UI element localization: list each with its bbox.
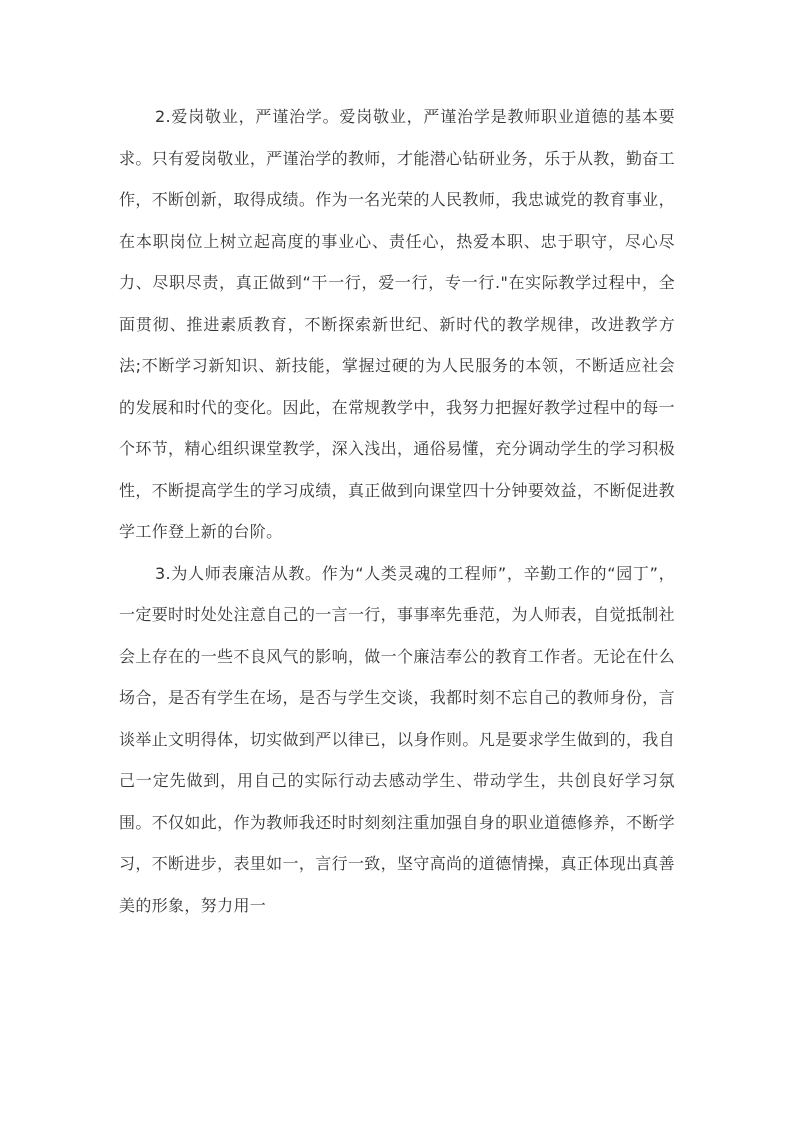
document-body xyxy=(119,96,675,926)
paragraph-2-dedication: 2.爱岗敬业，严谨治学。爱岗敬业，严谨治学是教师职业道德的基本要求。只有爱岗敬业，严谨治学的教师，才能潜心钻研业务，乐于从教，勤奋工作，不断创新，取得成绩。作为一名光荣的人民教师，我忠诚党的教育事业，在本职岗位上树立起高度的事业心、责任心，热爱本职、忠于职守，尽心尽力、尽职尽责，真正做到“干一行，爱一行，专一行."在实际教学过程中，全面贯彻、推进素质教育，不断探索新世纪、新时代的教学规律，改进教学方法;不断学习新知识、新技能，掌握过硬的为人民服务的本领，不断适应社会的发展和时代的变化。因此，在常规教学中，我努力把握好教学过程中的每一个环节，精心组织课堂教学，深入浅出，通俗易懂，充分调动学生的学习积极性，不断提高学生的学习成绩，真正做到向课堂四十分钟要效益，不断促进教学工作登上新的台阶。 xyxy=(119,107,675,541)
paragraph-3-integrity: 3.为人师表廉洁从教。作为“人类灵魂的工程师”，辛勤工作的“园丁”，一定要时时处处注意自己的一言一行，事事率先垂范，为人师表，自觉抵制社会上存在的一些不良风气的影响，做一个廉洁奉公的教育工作者。无论在什么场合，是否有学生在场，是否与学生交谈，我都时刻不忘自己的教师身份，言谈举止文明得体，切实做到严以律已，以身作则。凡是要求学生做到的，我自己一定先做到，用自己的实际行动去感动学生、带动学生，共创良好学习氛围。不仅如此，作为教师我还时时刻刻注重加强自身的职业道德修养，不断学习，不断进步，表里如一，言行一致，坚守高尚的道德情操，真正体现出真善美的形象，努力用一 xyxy=(119,563,675,915)
